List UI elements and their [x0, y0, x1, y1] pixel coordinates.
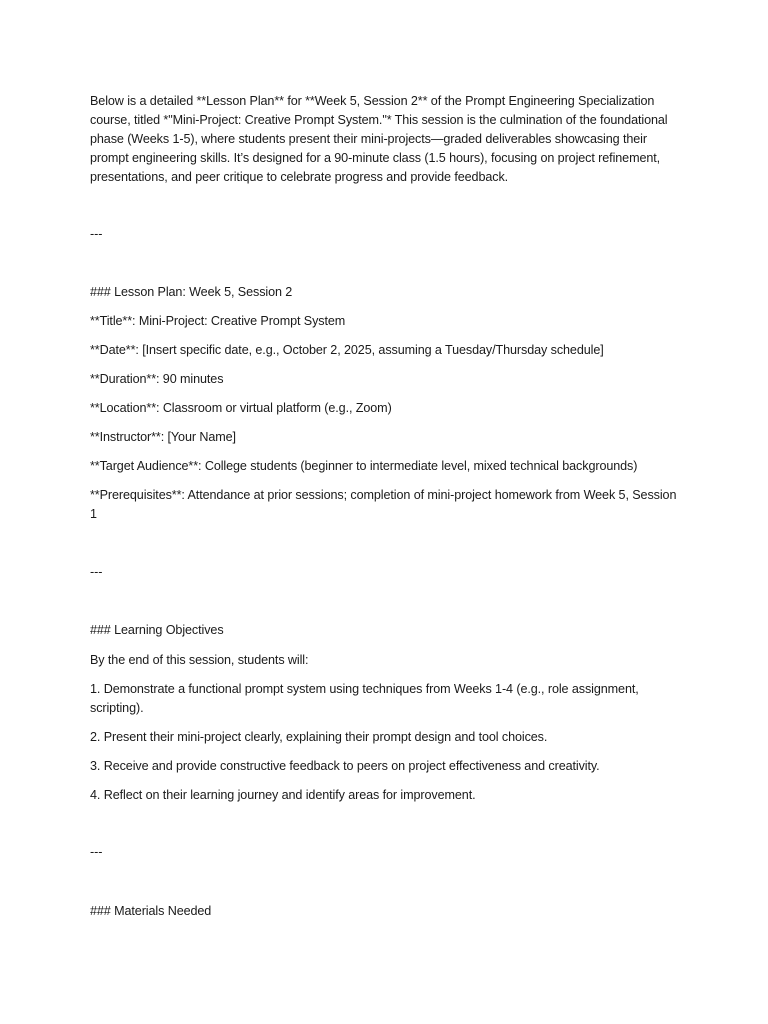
date-line: **Date**: [Insert specific date, e.g., October 2, 2025, assuming a Tuesday/Thursday schedule]: [90, 343, 604, 357]
instructor-line: **Instructor**: [Your Name]: [90, 430, 236, 444]
duration-line: **Duration**: 90 minutes: [90, 372, 224, 386]
learning-objectives-heading: ### Learning Objectives: [90, 623, 224, 637]
prerequisites-line: **Prerequisites**: Attendance at prior sessions; completion of mini-project homework from Week 5, Session 1: [90, 488, 677, 521]
separator: ---: [90, 227, 103, 241]
location-line: **Location**: Classroom or virtual platform (e.g., Zoom): [90, 401, 392, 415]
objective-item: 1. Demonstrate a functional prompt system using techniques from Weeks 1-4 (e.g., role assignment, scripting).: [90, 682, 639, 715]
title-line: **Title**: Mini-Project: Creative Prompt System: [90, 314, 346, 328]
objectives-intro: By the end of this session, students will:: [90, 653, 309, 667]
target-audience-line: **Target Audience**: College students (beginner to intermediate level, mixed technical backgrounds): [90, 459, 638, 473]
intro-paragraph: Below is a detailed **Lesson Plan** for **Week 5, Session 2** of the Prompt Engineering Specialization course, titled *"Mini-Project: Creative Prompt System."* This session is the culmination of the foundational phase (Weeks 1-5), where students present their mini-projects—graded deliverables showcasing their prompt engineering skills. It’s designed for a 90-minute class (1.5 hours), focusing on project refinement, presentations, and peer critique to celebrate progress and provide feedback.: [90, 94, 668, 184]
objective-item: 2. Present their mini-project clearly, explaining their prompt design and tool choices.: [90, 730, 548, 744]
separator: ---: [90, 845, 103, 859]
materials-heading: ### Materials Needed: [90, 904, 212, 918]
objective-item: 3. Receive and provide constructive feedback to peers on project effectiveness and creativity.: [90, 759, 600, 773]
objective-item: 4. Reflect on their learning journey and identify areas for improvement.: [90, 788, 476, 802]
lesson-plan-heading: ### Lesson Plan: Week 5, Session 2: [90, 285, 293, 299]
separator: ---: [90, 565, 103, 579]
